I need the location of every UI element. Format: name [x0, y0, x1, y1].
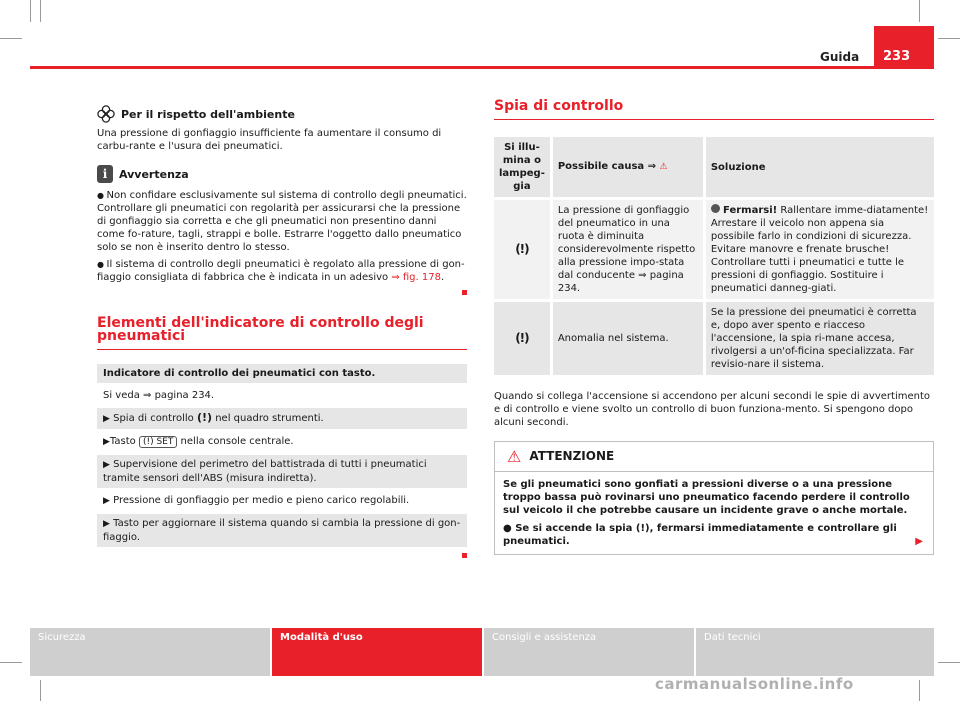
paragraph: Quando si collega l'accensione si accendono per alcuni secondi le spie di avvertimento e di controllo e viene svolto un controllo di buon funziona-mento. Si spengono dopo alcuni secondi.: [494, 391, 930, 428]
environment-text: Una pressione di gonfiaggio insufficiente fa aumentare il consumo di carbu-rante e l'usura dei pneumatici.: [97, 128, 442, 152]
solution-text: Rallentare imme-diatamente! Arrestare il veicolo non appena sia possibile farlo in condizioni di sicurezza. Evitare manovre e frenate brusche! Controllare tutti i pneumatici e tutte le pressioni di gonfiaggio. Sostituire i pneumatici danneg-giati.: [710, 205, 929, 294]
page-number: 233: [874, 26, 934, 66]
warning-bullet-text: Se si accende la spia: [515, 523, 633, 534]
table-row: [97, 514, 467, 547]
row-text: Spia di controllo: [113, 413, 194, 424]
solution-cell: Se la pressione dei pneumatici è corretta e, dopo aver spento e riacceso l'accensione, la spia ri-mane accesa, rivolgersi a un'of-ficina specializzata. Far revisio-nare il sistema.: [706, 302, 934, 375]
section-end-mark: [462, 553, 467, 558]
note-bullet: ● Il sistema di controllo degli pneumatici è regolato alla pressione di gon-fiaggio consigliata di fabbrica che è indicata in un adesivo ⇒ fig. 178.: [97, 258, 467, 284]
crop-mark: [938, 38, 960, 39]
set-key-icon: (!) SET: [139, 436, 177, 448]
stop-icon: [711, 204, 720, 213]
set-key-label: SET: [156, 437, 174, 447]
column-header: [553, 137, 703, 197]
crop-mark: [0, 662, 22, 663]
continue-arrow-icon: ▶: [915, 536, 923, 547]
arrow-icon: ▶: [103, 414, 110, 424]
row-text: Tasto per aggiornare il sistema quando si cambia la pressione di gon-fiaggio.: [103, 518, 461, 543]
environment-heading: [97, 105, 467, 123]
footer-tab-dati[interactable]: Dati tecnici: [696, 628, 934, 676]
section-end-mark: [462, 290, 467, 295]
row-text: nel quadro strumenti.: [215, 413, 324, 424]
tire-pressure-icon: (!): [515, 241, 529, 256]
warning-text: Se gli pneumatici sono gonfiati a pressioni diverse o a una pressione troppo bassa può rovinarsi uno pneumatico facendo perdere il controllo sul veicolo il che potrebbe causare un incidente grave o anche mortale.: [503, 479, 910, 516]
row-text: Supervisione del perimetro del battistrada di tutti i pneumatici tramite sensori dell'ABS (misura indiretta).: [103, 459, 427, 484]
heading-rule: [97, 349, 467, 350]
crop-mark: [40, 680, 41, 701]
figure-link[interactable]: ⇒ fig. 178: [391, 272, 441, 283]
info-icon: i: [97, 165, 113, 183]
arrow-icon: ▶: [103, 437, 110, 447]
solution-bold: Fermarsi!: [723, 205, 778, 216]
table-header-row: [494, 137, 934, 197]
column-header-text: Possibile causa ⇒: [557, 161, 657, 172]
table-row: [494, 200, 934, 299]
note-heading: [97, 165, 467, 183]
warning-box: [494, 441, 934, 555]
section-heading: Elementi dell'indicatore di controllo degli pneumatici: [97, 315, 424, 344]
table-row: [97, 408, 467, 429]
column-header: Si illu-mina o lampeg-gia: [494, 137, 550, 197]
footer-tab-modalita[interactable]: Modalità d'uso: [272, 628, 482, 676]
row-text: Pressione di gonfiaggio per medio e pieno carico regolabili.: [113, 495, 410, 506]
table-row: [97, 432, 467, 452]
warning-triangle-icon: ⚠: [507, 447, 522, 466]
warning-bullet: ● Se si accende la spia (!), fermarsi immediatamente e controllare gli pneumatici. ▶: [503, 523, 923, 547]
table-title: Indicatore di controllo dei pneumatici con tasto.: [97, 364, 467, 383]
crop-mark: [30, 0, 31, 22]
table-row: [97, 491, 467, 511]
left-column: [97, 100, 467, 562]
cause-cell: Anomalia nel sistema.: [553, 302, 703, 375]
arrow-icon: ▶: [103, 519, 110, 529]
tire-pressure-icon: (!): [635, 523, 650, 534]
section-heading: Spia di controllo: [494, 98, 624, 114]
solution-cell: [706, 200, 934, 299]
table-row: Si veda ⇒ pagina 234.: [103, 390, 215, 401]
warning-box-header: [495, 442, 933, 472]
row-text: Tasto: [109, 436, 136, 447]
note-title: Avvertenza: [119, 167, 189, 181]
warning-triangle-icon: ⚠: [659, 162, 668, 172]
column-header: Soluzione: [706, 137, 934, 197]
crop-mark: [40, 0, 41, 22]
crop-mark: [919, 680, 920, 701]
warning-title: ATTENZIONE: [529, 449, 615, 463]
watermark: carmanualsonline.info: [655, 675, 854, 693]
section-title: Guida: [820, 50, 860, 64]
warning-lamp-table: [491, 134, 937, 378]
note-bullet-text: Il sistema di controllo degli pneumatici è regolato alla pressione di gon-fiaggio consigliata di fabbrica che è indicata in un adesivo: [97, 259, 465, 283]
environment-title: Per il rispetto dell'ambiente: [121, 107, 295, 121]
footer-tab-sicurezza[interactable]: Sicurezza: [30, 628, 270, 676]
crop-mark: [938, 662, 960, 663]
table-row: [494, 302, 934, 375]
right-column: [494, 100, 934, 555]
header-rule: [30, 66, 934, 69]
row-text: nella console centrale.: [180, 436, 294, 447]
table-row: [97, 455, 467, 488]
warning-box-body: [495, 472, 933, 554]
lamp-cell: [494, 302, 550, 375]
tire-pressure-icon: (!): [196, 411, 213, 424]
elements-table: [97, 364, 467, 562]
crop-mark: [919, 0, 920, 22]
cause-cell: La pressione di gonfiaggio del pneumatico in una ruota è diminuita considerevolmente rispetto alla pressione impo-stata dal conducente ⇒ pagina 234.: [553, 200, 703, 299]
footer-tab-consigli[interactable]: Consigli e assistenza: [484, 628, 694, 676]
warning-bullet-text: , fermarsi immediatamente e controllare gli pneumatici.: [503, 523, 897, 547]
heading-rule: [494, 119, 934, 120]
note-bullet: ● Non confidare esclusivamente sul sistema di controllo degli pneumatici. Controllare gli pneumatici con regolarità per assicurarsi che la pressione di gonfiaggio sia corretta e che gli pneumatici non presentino danni come fo-rature, tagli, strappi e bolle. Estrarre l'oggetto dallo pneumatico solo se non è inserito dentro lo stesso.: [97, 189, 467, 254]
arrow-icon: ▶: [103, 460, 110, 470]
crop-mark: [0, 38, 22, 39]
arrow-icon: ▶: [103, 496, 110, 506]
tire-pressure-icon: (!): [515, 330, 529, 345]
flower-icon: [97, 105, 115, 123]
lamp-cell: [494, 200, 550, 299]
